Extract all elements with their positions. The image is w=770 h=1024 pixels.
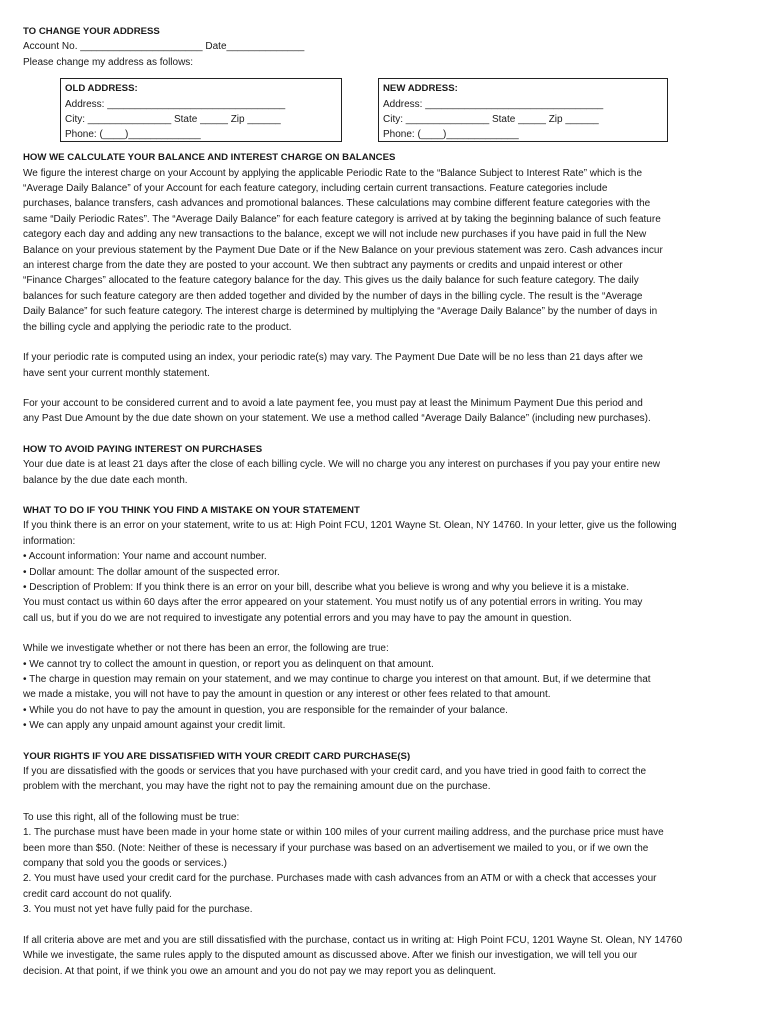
text-line: “Finance Charges” allocated to the feature category balance for the day. This gives us the daily balance for such feature category. The daily [23, 275, 639, 287]
account-date-line[interactable]: Account No. ______________________ Date______________ [23, 41, 305, 53]
balance-paragraph-1 [23, 166, 749, 335]
text-line: the billing cycle and applying the periodic rate to the product. [23, 321, 292, 333]
text-line: an interest charge from the date they are posted to your account. We then subtract any payments or credits and unpaid interest or other [23, 260, 623, 272]
text-line: To use this right, all of the following must be true: [23, 811, 240, 823]
list-item: 3. You must not yet have fully paid for the purchase. [23, 904, 253, 916]
new-city-state-zip-field[interactable]: City: _______________ State _____ Zip ______ [383, 114, 599, 126]
old-phone-field[interactable]: Phone: (____)_____________ [65, 129, 201, 141]
balance-paragraph-3 [23, 396, 749, 427]
bullet-item: • While you do not have to pay the amount in question, you are responsible for the remainder of your balance. [23, 704, 508, 716]
text-line: decision. At that point, if we think you owe an amount and you do not pay we may report you as delinquent. [23, 965, 497, 977]
text-line: If all criteria above are met and you are still dissatisfied with the purchase, contact us in writing at: High Point FCU, 1201 Wayne St. Olean, NY 14760 [23, 934, 683, 946]
text-line: balances for such feature category are then added together and divided by the number of days in the billing cycle. The result is the “Average [23, 290, 643, 302]
avoid-interest-paragraph [23, 457, 749, 488]
bullet-item: • Description of Problem: If you think there is an error on your bill, describe what you believe is wrong and why you believe it is a mistake. [23, 581, 630, 593]
text-line: category each day and adding any new transactions to the balance, except we will not include new purchases if you have paid in full the New [23, 229, 647, 241]
new-phone-field[interactable]: Phone: (____)_____________ [383, 129, 519, 141]
old-address-field[interactable]: Address: ________________________________ [65, 98, 286, 110]
mistake-paragraph-1 [23, 518, 749, 626]
statement-back-page [23, 24, 749, 979]
mistake-section-title: WHAT TO DO IF YOU THINK YOU FIND A MISTAKE ON YOUR STATEMENT [23, 504, 360, 516]
text-line: For your account to be considered current and to avoid a late payment fee, you must pay at least the Minimum Payment Due this period and [23, 397, 643, 409]
text-line: we made a mistake, you will not have to pay the amount in question or any interest or other fees related to that amount. [23, 689, 551, 701]
text-line: Your due date is at least 21 days after the close of each billing cycle. We will no charge you any interest on purchases if you pay your entire new [23, 459, 661, 471]
text-line: While we investigate, the same rules apply to the disputed amount as discussed above. After we finish our investigation, we will tell you our [23, 950, 638, 962]
text-line: You must contact us within 60 days after the error appeared on your statement. You must notify us of any potential errors in writing. You may [23, 597, 643, 609]
text-line: call us, but if you do we are not required to investigate any potential errors and you may have to pay the amount in question. [23, 612, 572, 624]
old-address-title: OLD ADDRESS: [65, 83, 138, 95]
bullet-item: • We can apply any unpaid amount against your credit limit. [23, 720, 286, 732]
rights-paragraph-1 [23, 764, 749, 795]
text-line: balance by the due date each month. [23, 474, 188, 486]
bullet-item: • Account information: Your name and account number. [23, 551, 267, 563]
bullet-item: • Dollar amount: The dollar amount of the suspected error. [23, 566, 280, 578]
text-line: We figure the interest charge on your Account by applying the applicable Periodic Rate to the “Balance Subject to Interest Rate” which is the [23, 167, 643, 179]
balance-section-title: HOW WE CALCULATE YOUR BALANCE AND INTEREST CHARGE ON BALANCES [23, 152, 396, 164]
bullet-item: • The charge in question may remain on your statement, and we may continue to charge you interest on that amount. But, if we determine that [23, 674, 651, 685]
text-line: Daily Balance” for such feature category. The interest charge is determined by multiplying the “Average Daily Balance” by the number of days in [23, 306, 658, 318]
text-line: If you are dissatisfied with the goods or services that you have purchased with your credit card, and you have tried in good faith to correct the [23, 766, 647, 778]
address-boxes [23, 72, 749, 150]
text-line: If you think there is an error on your statement, write to us at: High Point FCU, 1201 Wayne St. Olean, NY 14760. In your letter, give us the following [23, 520, 677, 532]
list-item: 1. The purchase must have been made in your home state or within 100 miles of your current mailing address, and the purchase price must have [23, 827, 664, 839]
text-line: have sent your current monthly statement. [23, 367, 210, 379]
text-line: Balance on your previous statement by the Payment Due Date or if the New Balance on your previous statement was zero. Cash advances incur [23, 244, 663, 256]
text-line: “Average Daily Balance” of your Account for each feature category, including certain current transactions. Feature categories include [23, 183, 608, 195]
text-line: any Past Due Amount by the due date shown on your statement. We use a method called “Average Daily Balance” (including new purchases). [23, 413, 651, 425]
text-line: been more than $50. (Note: Neither of these is necessary if your purchase was based on an advertisement we mailed to you, or if we own the [23, 842, 649, 854]
old-address-box [60, 78, 342, 142]
avoid-interest-section-title: HOW TO AVOID PAYING INTEREST ON PURCHASES [23, 443, 263, 455]
new-address-title: NEW ADDRESS: [383, 83, 458, 95]
text-line: same “Daily Periodic Rates”. The “Average Daily Balance” for each feature category is arrived at by taking the beginning balance of such feature [23, 213, 661, 225]
text-line: purchases, balance transfers, cash advances and promotional balances. These calculations may combine different feature categories with the [23, 198, 651, 210]
bullet-item: • We cannot try to collect the amount in question, or report you as delinquent on that amount. [23, 658, 434, 670]
rights-paragraph-3 [23, 933, 749, 979]
balance-paragraph-2 [23, 350, 749, 381]
text-line: information: [23, 535, 76, 547]
rights-section-title: YOUR RIGHTS IF YOU ARE DISSATISFIED WITH YOUR CREDIT CARD PURCHASE(S) [23, 750, 411, 762]
new-address-field[interactable]: Address: ________________________________ [383, 98, 604, 110]
address-instruction: Please change my address as follows: [23, 56, 194, 68]
text-line: problem with the merchant, you may have the right not to pay the remaining amount due on the purchase. [23, 781, 491, 793]
list-item: 2. You must have used your credit card for the purchase. Purchases made with cash advances from an ATM or with a check that accesses your [23, 873, 657, 885]
text-line: company that sold you the goods or services.) [23, 858, 227, 870]
rights-paragraph-2 [23, 810, 749, 918]
mistake-paragraph-2 [23, 641, 749, 733]
address-section-title: TO CHANGE YOUR ADDRESS [23, 26, 160, 37]
text-line: If your periodic rate is computed using an index, your periodic rate(s) may vary. The Payment Due Date will be no less than 21 days after we [23, 352, 643, 364]
text-line: While we investigate whether or not there has been an error, the following are true: [23, 643, 389, 655]
old-city-state-zip-field[interactable]: City: _______________ State _____ Zip ______ [65, 114, 281, 126]
text-line: credit card account do not qualify. [23, 888, 172, 900]
new-address-box [378, 78, 668, 142]
